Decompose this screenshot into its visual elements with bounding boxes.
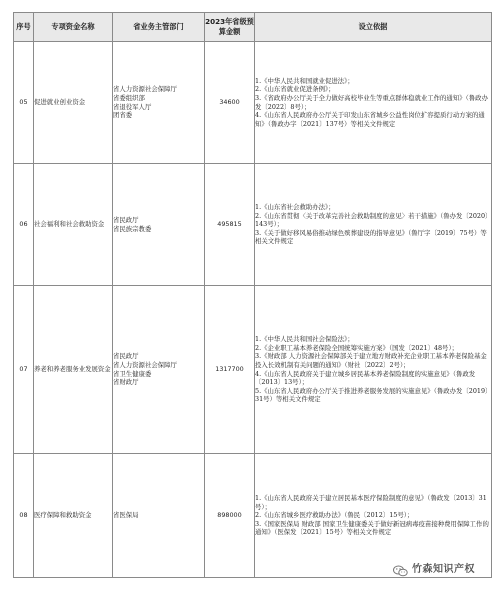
basis-item: 3.《国家医保局 财政部 国家卫生健康委关于做好新冠病毒疫苗接种费用保障工作的通知》（医保发〔2021〕15号）等相关文件规定	[255, 519, 489, 537]
row-no: 05	[14, 42, 34, 164]
header-no: 序号	[14, 13, 34, 42]
row-basis	[255, 164, 492, 286]
row-name: 社会福利和社会救助资金	[34, 164, 113, 286]
basis-item: 1.《中华人民共和国社会保险法》；	[255, 335, 354, 344]
wechat-logo-icon	[393, 562, 408, 574]
dept-line: 省人力资源社会保障厅	[113, 360, 177, 369]
row-no: 07	[14, 286, 34, 454]
row-basis	[255, 286, 492, 454]
row-amount: 1317700	[205, 286, 255, 454]
dept-line: 省民政厅	[113, 352, 139, 361]
row-amount: 34600	[205, 42, 255, 164]
row-dept	[113, 164, 205, 286]
basis-item: 2.《企业职工基本养老保险全国统筹实施方案》（国发〔2021〕48号）；	[255, 343, 459, 352]
basis-item: 3.《省政府办公厅关于全力做好高校毕业生等重点群体稳就业工作的通知》（鲁政办发〔2022〕8号）；	[255, 93, 488, 111]
row-dept	[113, 454, 205, 578]
basis-item: 1.《中华人民共和国就业促进法》；	[255, 76, 354, 85]
basis-item: 1.《山东省人民政府关于建立居民基本医疗保险制度的意见》（鲁政发〔2013〕31号）；	[255, 494, 487, 511]
funds-table	[13, 12, 492, 578]
row-name: 医疗保障和救助资金	[34, 454, 113, 578]
basis-item: 1.《山东省社会救助办法》；	[255, 203, 335, 212]
basis-item: 4.《山东省人民政府办公厅关于印发山东省城乡公益性岗位扩容提质行动方案的通知》（鲁政办字〔2021〕137号）等相关文件规定	[255, 111, 485, 128]
watermark-text: 竹森知识产权	[412, 564, 475, 575]
table-header-row	[14, 13, 492, 42]
watermark	[393, 560, 475, 575]
table-row	[14, 42, 492, 164]
basis-item: 2.《山东省城乡医疗救助办法》（鲁民〔2012〕15号）；	[255, 511, 414, 520]
basis-item: 2.《山东省就业促进条例》；	[255, 85, 335, 94]
table-row	[14, 454, 492, 578]
row-dept	[113, 42, 205, 164]
dept-line: 省民政厅	[113, 215, 139, 224]
table-row	[14, 164, 492, 286]
dept-line: 省委组织部	[113, 93, 145, 102]
row-basis	[255, 454, 492, 578]
basis-item: 3.《关于做好移风易俗推动绿色殡葬建设的指导意见》（鲁厅字〔2019〕75号）等相关文件规定	[255, 228, 487, 246]
basis-item: 3.《财政部 人力资源社会保障部关于建立地方财政补充企业职工基本养老保险基金投入长效机制有关问题的通知》（财社〔2022〕2号）；	[255, 352, 487, 369]
basis-item: 2.《山东省贯彻〈关于改革完善社会救助制度的意见〉若干措施》（鲁办发〔2020〕143号）；	[255, 211, 489, 229]
basis-item: 4.《山东省人民政府关于建立城乡居民基本养老保险制度的实施意见》（鲁政发〔2013〕13号）；	[255, 369, 476, 387]
row-dept	[113, 286, 205, 454]
dept-line: 团省委	[113, 111, 133, 120]
dept-line: 省医保局	[113, 511, 139, 520]
dept-line: 省人力资源社会保障厅	[113, 85, 177, 94]
row-name: 养老和养老服务业发展资金	[34, 286, 113, 454]
header-dept: 省业务主管部门	[113, 13, 205, 42]
header-name: 专项资金名称	[34, 13, 113, 42]
row-no: 06	[14, 164, 34, 286]
row-amount: 495815	[205, 164, 255, 286]
row-no: 08	[14, 454, 34, 578]
dept-line: 省卫生健康委	[113, 369, 152, 378]
dept-line: 省退役军人厅	[113, 102, 152, 111]
row-basis	[255, 42, 492, 164]
basis-item: 5.《山东省人民政府办公厅关于推进养老服务发展的实施意见》（鲁政办发〔2019〕31号）等相关文件规定	[255, 386, 489, 404]
table-row	[14, 286, 492, 454]
header-basis: 设立依据	[255, 13, 492, 42]
dept-line: 省财政厅	[113, 378, 139, 387]
header-amount: 2023年省级预算金额	[205, 13, 255, 42]
row-amount: 898000	[205, 454, 255, 578]
row-name: 促进就业创业资金	[34, 42, 113, 164]
dept-line: 省民族宗教委	[113, 224, 152, 233]
